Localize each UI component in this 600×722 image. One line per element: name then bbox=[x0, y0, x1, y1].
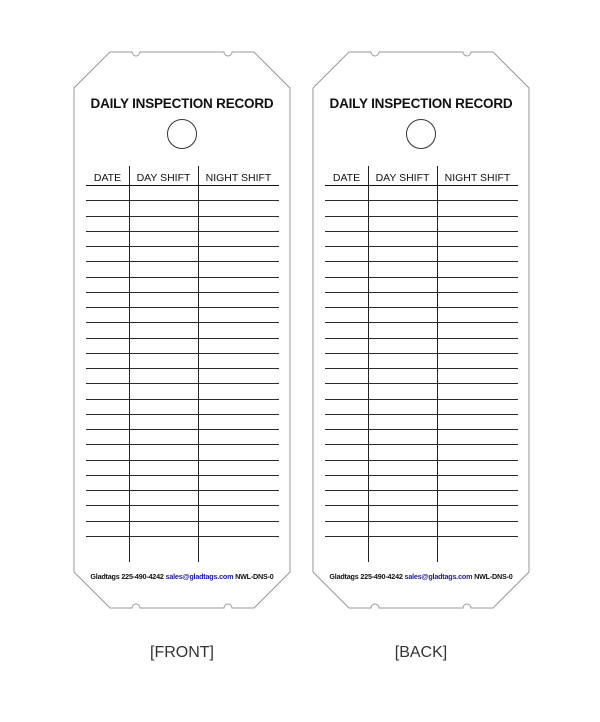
record-row bbox=[86, 505, 279, 520]
record-row bbox=[325, 444, 518, 459]
record-row bbox=[86, 216, 279, 231]
record-row bbox=[325, 383, 518, 398]
record-row bbox=[86, 521, 279, 536]
record-row bbox=[325, 429, 518, 444]
grid-rows bbox=[325, 185, 518, 551]
record-row bbox=[325, 521, 518, 536]
record-row bbox=[86, 231, 279, 246]
record-row bbox=[86, 475, 279, 490]
record-row bbox=[325, 338, 518, 353]
column-header-date: DATE bbox=[93, 172, 122, 184]
record-row bbox=[86, 185, 279, 200]
record-row bbox=[325, 475, 518, 490]
record-row bbox=[86, 322, 279, 337]
column-header-day-shift: DAY SHIFT bbox=[136, 172, 191, 184]
footer-code: NWL-DNS-0 bbox=[235, 572, 274, 581]
record-row bbox=[325, 307, 518, 322]
footer-phone: 225-490-4242 bbox=[121, 572, 164, 581]
footer-phone: 225-490-4242 bbox=[360, 572, 403, 581]
tag-title: DAILY INSPECTION RECORD bbox=[90, 96, 274, 111]
record-row bbox=[325, 277, 518, 292]
record-row bbox=[86, 383, 279, 398]
caption-back: [BACK] bbox=[394, 644, 448, 661]
footer-code: NWL-DNS-0 bbox=[474, 572, 513, 581]
record-row bbox=[86, 368, 279, 383]
hang-hole bbox=[167, 119, 197, 149]
tag-title: DAILY INSPECTION RECORD bbox=[329, 96, 513, 111]
record-row bbox=[325, 368, 518, 383]
record-row bbox=[86, 338, 279, 353]
record-row bbox=[325, 292, 518, 307]
column-header-date: DATE bbox=[332, 172, 361, 184]
tag-footer bbox=[72, 572, 292, 581]
record-row bbox=[86, 200, 279, 215]
record-row bbox=[325, 490, 518, 505]
record-row bbox=[325, 399, 518, 414]
column-header-day-shift: DAY SHIFT bbox=[375, 172, 430, 184]
record-row bbox=[325, 185, 518, 200]
record-row bbox=[325, 536, 518, 551]
footer-email: sales@gladtags.com bbox=[165, 572, 234, 581]
record-row bbox=[325, 414, 518, 429]
grid-rows bbox=[86, 185, 279, 551]
record-row bbox=[86, 414, 279, 429]
record-row bbox=[86, 307, 279, 322]
record-row bbox=[325, 505, 518, 520]
record-row bbox=[86, 490, 279, 505]
record-row bbox=[86, 292, 279, 307]
record-row bbox=[325, 353, 518, 368]
record-row bbox=[325, 216, 518, 231]
footer-company: Gladtags bbox=[329, 572, 359, 581]
tag-footer bbox=[311, 572, 531, 581]
record-row bbox=[86, 536, 279, 551]
inspection-grid bbox=[325, 166, 518, 562]
record-row bbox=[325, 246, 518, 261]
caption-front: [FRONT] bbox=[150, 644, 214, 661]
record-row bbox=[325, 460, 518, 475]
column-header-night-shift: NIGHT SHIFT bbox=[205, 172, 272, 184]
footer-email: sales@gladtags.com bbox=[404, 572, 473, 581]
record-row bbox=[86, 277, 279, 292]
record-row bbox=[325, 200, 518, 215]
record-row bbox=[86, 353, 279, 368]
record-row bbox=[86, 261, 279, 276]
record-row bbox=[325, 261, 518, 276]
footer-company: Gladtags bbox=[90, 572, 120, 581]
record-row bbox=[86, 429, 279, 444]
record-row bbox=[86, 444, 279, 459]
record-row bbox=[86, 399, 279, 414]
record-row bbox=[86, 460, 279, 475]
tag-front bbox=[72, 50, 292, 610]
hang-hole bbox=[406, 119, 436, 149]
record-row bbox=[86, 246, 279, 261]
column-header-night-shift: NIGHT SHIFT bbox=[444, 172, 511, 184]
record-row bbox=[325, 231, 518, 246]
inspection-grid bbox=[86, 166, 279, 562]
tag-back bbox=[311, 50, 531, 610]
record-row bbox=[325, 322, 518, 337]
